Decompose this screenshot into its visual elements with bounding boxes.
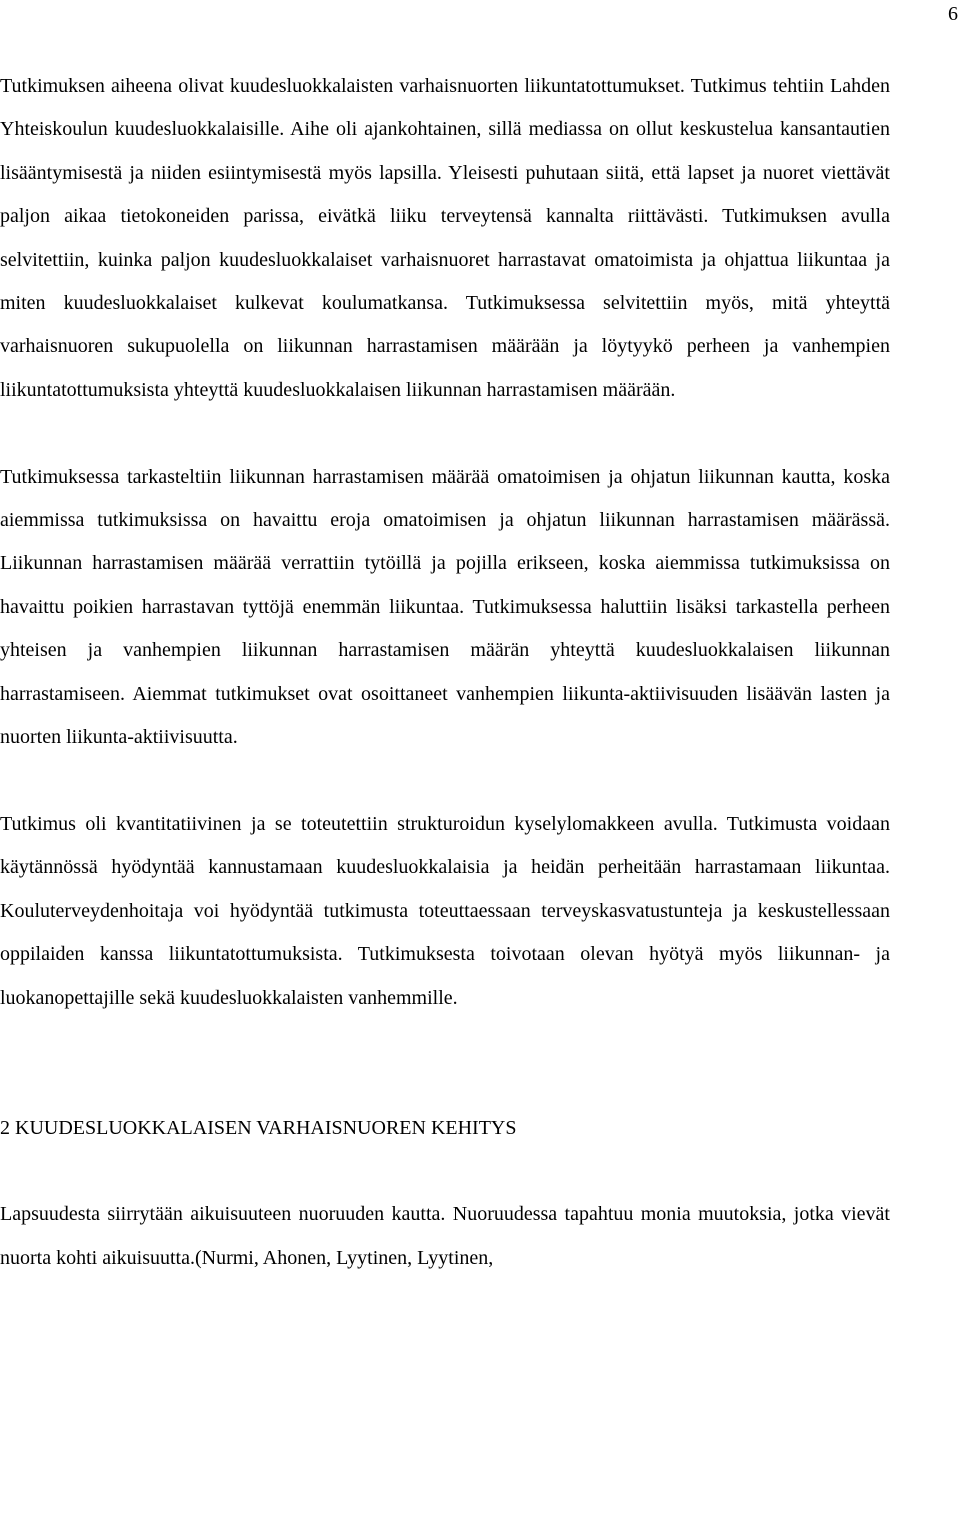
paragraph-spacer	[0, 1063, 890, 1106]
paragraph-application: Tutkimus oli kvantitatiivinen ja se toteutettiin strukturoidun kyselylomakkeen avulla. Tutkimusta voidaan käytännössä hyödyntää kannustamaan kuudesluokkalaisia ja heidän perheitään harrastamaan liikuntaa. Kouluterveydenhoitaja voi hyödyntää tutkimusta toteuttaessaan terveyskasvatustunteja ja keskustellessaan oppilaiden kanssa liikuntatottumuksista. Tutkimuksesta toivotaan olevan hyötyä myös liikunnan- ja luokanopettajille sekä kuudesluokkalaisten vanhemmille.	[0, 812, 890, 1009]
paragraph-spacer	[0, 1150, 890, 1193]
paragraph-spacer	[0, 1020, 890, 1063]
paragraph-method: Tutkimuksessa tarkasteltiin liikunnan harrastamisen määrää omatoimisen ja ohjatun liikunnan kautta, koska aiemmissa tutkimuksissa on havaittu eroja omatoimisen ja ohjatun liikunnan harrastamisen määrässä. Liikunnan harrastamisen määrää verrattiin tytöillä ja pojilla erikseen, koska aiemmissa tutkimuksissa on havaittu poikien harrastavan tyttöjä enemmän liikuntaa. Tutkimuksessa haluttiin lisäksi tarkastella perheen yhteisen ja vanhempien liikunnan harrastamisen määrän yhteyttä kuudesluokkalaisen liikunnan harrastamiseen. Aiemmat tutkimukset ovat osoittaneet vanhempien liikunta-aktiivisuuden lisäävän lasten ja nuorten liikunta-aktiivisuutta.	[0, 465, 890, 749]
page-number: 6	[948, 3, 958, 25]
paragraph-section-start: Lapsuudesta siirrytään aikuisuuteen nuoruuden kautta. Nuoruudessa tapahtuu monia muutoksia, jotka vievät nuorta kohti aikuisuutta.(Nurmi, Ahonen, Lyytinen, Lyytinen,	[0, 1203, 890, 1269]
paragraph-spacer	[0, 759, 890, 802]
paragraph-intro: Tutkimuksen aiheena olivat kuudesluokkalaisten varhaisnuorten liikuntatottumukset. Tutkimus tehtiin Lahden Yhteiskoulun kuudesluokkalaisille. Aihe oli ajankohtainen, sillä mediassa on ollut keskustelua kansantautien lisääntymisestä ja niiden esiintymisestä myös lapsilla. Yleisesti puhutaan siitä, että lapset ja nuoret viettävät paljon aikaa tietokoneiden parissa, eivätkä liiku terveytensä kannalta riittävästi. Tutkimuksen avulla selvitettiin, kuinka paljon kuudesluokkalaiset varhaisnuoret harrastavat omatoimista ja ohjattua liikuntaa ja miten kuudesluokkalaiset kulkevat koulumatkansa. Tutkimuksessa selvitettiin myös, mitä yhteyttä varhaisnuoren sukupuolella on liikunnan harrastamisen määrään ja löytyykö perheen ja vanhempien liikuntatottumuksista yhteyttä kuudesluokkalaisen liikunnan harrastamisen määrään.	[0, 75, 890, 401]
document-body	[0, 65, 890, 1280]
paragraph-spacer	[0, 412, 890, 455]
section-heading: 2 KUUDESLUOKKALAISEN VARHAISNUOREN KEHITYS	[0, 1116, 517, 1139]
